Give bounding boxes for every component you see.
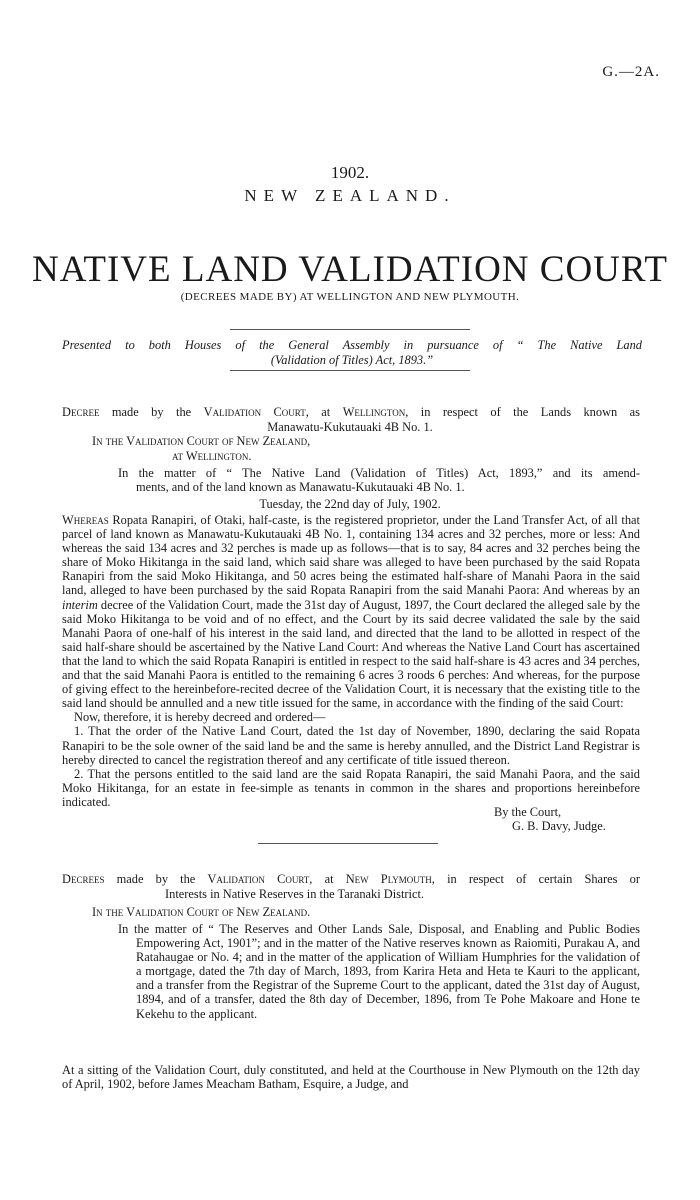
decree1-heading-prefix: Decree bbox=[62, 405, 100, 419]
decree1-body bbox=[62, 513, 640, 809]
publication-year: 1902. bbox=[330, 163, 370, 182]
divider-rule bbox=[230, 329, 470, 330]
decree2-heading-rest: in respect of certain Shares or bbox=[447, 872, 640, 886]
decree2-sitting: At a sitting of the Validation Court, duly constituted, and held at the Courthouse in New Plymouth on the 12th day of April, 1902, before James Meacham Batham, Esquire, a Judge, and bbox=[62, 1063, 640, 1092]
decree1-heading-rest: in respect of the Lands known as bbox=[420, 405, 640, 419]
decree1-body-part2: decree of the Validation Court, made the 31st day of August, 1897, the Court declared the alleged sale by the said Moko Hikitanga to be void and of no effect, and the Court by its said decree validated the sale by the said Manahi Paora of one-half of his interest in the said land, and directed that the land to be allotted in respect of the said half-share should be ascertained by the Native Land Court: And whereas the Native Land Court has ascertained that the land to which the said Ropata Ranapiri is entitled in respect to the said half-share is 43 acres and 34 perches, and that the said Manahi Paora is entitled to the remaining 6 acres 3 roods 6 perches: And whereas, for the purpose of giving effect to the hereinbefore-recited decree of the Validation Court, it is necessary that the existing title to the said land should be annulled and a new title issued for the same, in accordance with the finding of the said Court: bbox=[62, 597, 640, 711]
decree2-court-line: In the Validation Court of New Zealand. bbox=[92, 905, 311, 919]
presented-line-1: Presented to both Houses of the General Assembly in pursuance of “ The Native Land bbox=[62, 338, 642, 352]
decree2-heading-made-by: made by the bbox=[116, 872, 196, 886]
decree2-heading-line-2: Interests in Native Reserves in the Taranaki District. bbox=[165, 887, 425, 901]
decree2-heading-prefix: Decrees bbox=[62, 872, 105, 886]
decree1-matter-line-2: ments, and of the land known as Manawatu-Kukutauaki 4B No. 1. bbox=[136, 480, 465, 494]
decree1-court-line: In the Validation Court of New Zealand, bbox=[92, 434, 311, 448]
decree1-item-2: 2. That the persons entitled to the said land are the said Ropata Ranapiri, the said Manahi Paora, and the said Moko Hikitanga, for an estate in fee-simple as tenants in common in the shares and proportions hereinbefore indicated. bbox=[62, 766, 640, 809]
decree1-heading-place: Wellington, bbox=[342, 405, 409, 419]
signatory: G. B. Davy, Judge. bbox=[512, 819, 606, 833]
divider-rule bbox=[230, 370, 470, 371]
decree1-heading bbox=[62, 405, 640, 419]
decree2-matter: In the matter of “ The Reserves and Other Lands Sale, Disposal, and Enabling and Public Bodies Empowering Act, 1901”; and in the matter of the Native reserves known as Raiomiti, Purakau A, and Ratahaugae or No. 4; and in the matter of the application of William Humphries for the validation of a mortgage, dated the 7th day of March, 1893, from Karira Heta and Heta te Kauri to the applicant, and a transfer from the Registrar of the Supreme Court to the applicant, dated the 31st day of August, 1894, and of a transfer, dated the 8th day of December, 1896, from Te Pohe Makoare and Hone te Kekehu to the applicant. bbox=[118, 922, 640, 1021]
decree1-item-1: 1. That the order of the Native Land Court, dated the 1st day of November, 1890, declaring the said Ropata Ranapiri to be the sole owner of the said land be and the same is hereby annulled, and the District Land Registrar is hereby directed to cancel the registration thereof and any certificate of title issued thereon. bbox=[62, 724, 640, 767]
decree1-matter-line-1: In the matter of “ The Native Land (Validation of Titles) Act, 1893,” and its amend- bbox=[118, 466, 640, 480]
presented-line-2: (Validation of Titles) Act, 1893.” bbox=[270, 353, 434, 367]
country-heading: NEW ZEALAND. bbox=[244, 186, 456, 205]
decree1-court-place: at Wellington. bbox=[172, 449, 252, 463]
decree1-heading-made-by: made by the bbox=[111, 405, 192, 419]
decree1-date: Tuesday, the 22nd day of July, 1902. bbox=[259, 497, 441, 511]
decree1-heading-court: Validation Court, bbox=[203, 405, 309, 419]
divider-rule bbox=[258, 843, 438, 844]
decree1-body-interim: interim bbox=[62, 597, 98, 612]
decree2-heading-court: Validation Court, bbox=[207, 872, 313, 886]
presented-note bbox=[62, 338, 642, 368]
whereas-word: Whereas bbox=[62, 513, 109, 527]
decree1-land-name: Manawatu-Kukutauaki 4B No. 1. bbox=[267, 420, 433, 434]
decree1-body-part1: Ropata Ranapiri, of Otaki, half-caste, is the registered proprietor, under the Land Transfer Act, of all that parcel of land known as Manawatu-Kukutauaki 4B No. 1, containing 134 acres and 32 perches, more or less: And whereas the said 134 acres and 32 perches is made up as follows—that is to say, 84 acres and 32 perches being the share of Moko Hikitanga in the said land, which said share was alleged to have been purchased by the said Ropata Ranapiri from the said Moko Hikitanga, and 50 acres being the estimated half-share of Manahi Paora in the said land, alleged to have been purchased by the said Ropata Ranapiri from the said Manahi Paora: And whereas by an bbox=[62, 513, 640, 598]
decree2-heading bbox=[62, 872, 640, 886]
document-title: NATIVE LAND VALIDATION COURT bbox=[32, 249, 668, 290]
decree2-heading-at: at bbox=[324, 872, 334, 886]
decree1-heading-at: at bbox=[321, 405, 331, 419]
by-the-court: By the Court, bbox=[494, 805, 562, 819]
document-reference: G.—2A. bbox=[602, 64, 660, 80]
document-subtitle: (DECREES MADE BY) AT WELLINGTON AND NEW PLYMOUTH. bbox=[180, 291, 520, 303]
decree1-now-therefore: Now, therefore, it is hereby decreed and ordered— bbox=[74, 710, 326, 725]
decree2-heading-place: New Plymouth, bbox=[345, 872, 435, 886]
